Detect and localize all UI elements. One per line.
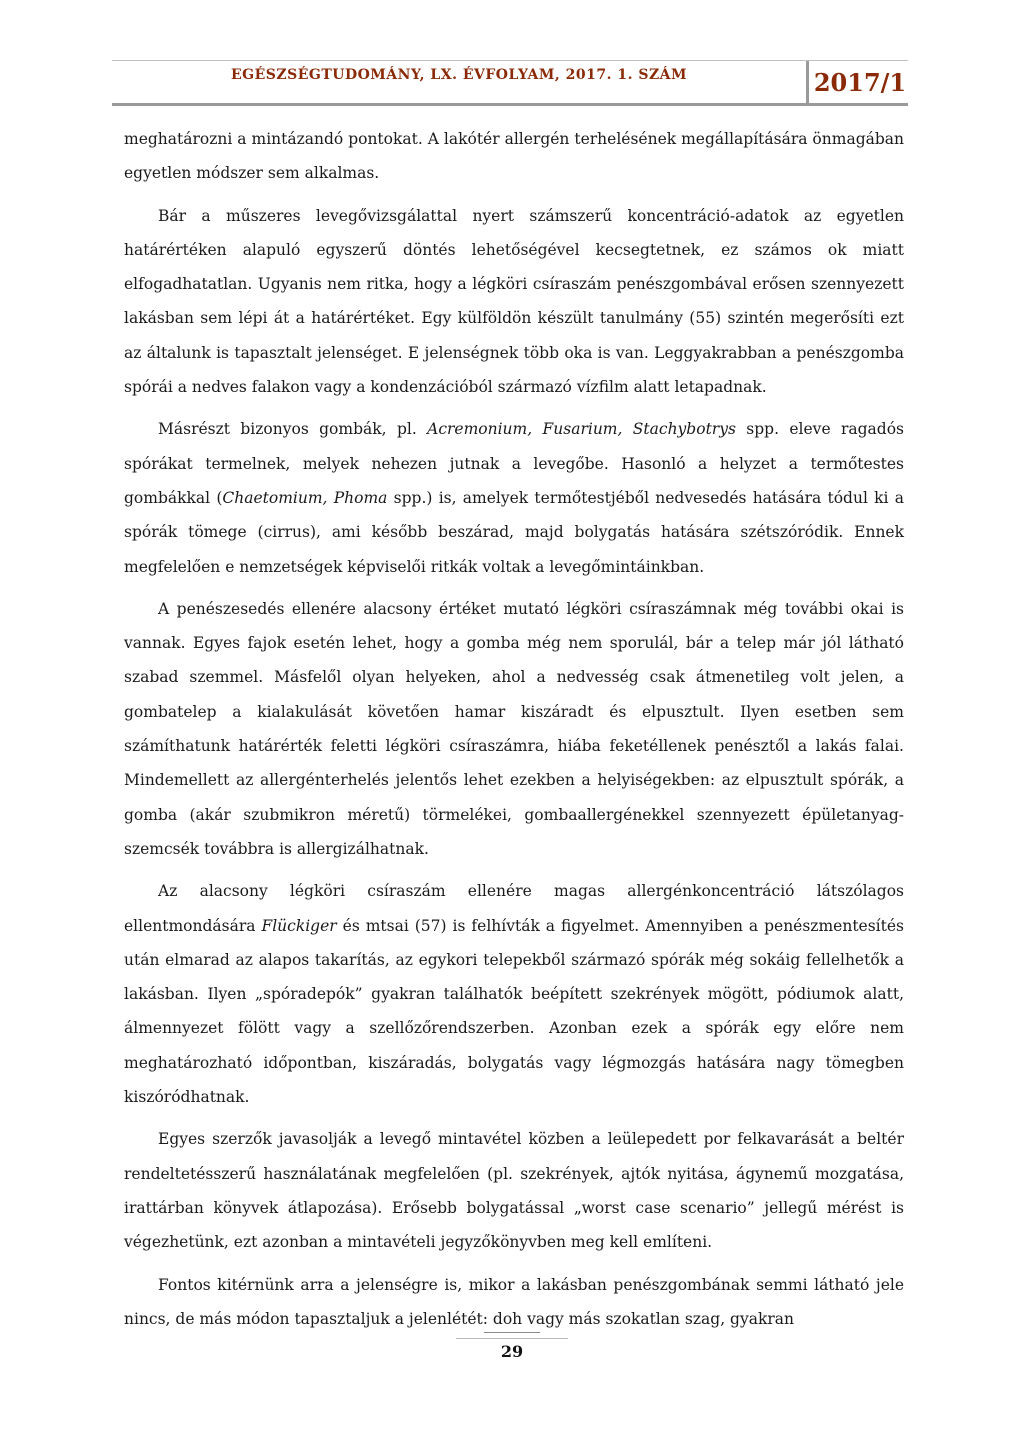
- running-header: [112, 60, 908, 106]
- paragraph-6: Egyes szerzők javasolják a levegő mintavétel közben a leülepedett por felkavarását a beltér rendeltetésszerű használatának megfelelően (pl. szekrények, ajtók nyitása, ágynemű mozgatása, irattárban könyvek átlapozása). Erősebb bolygatással „worst case scenario” jellegű mérést is végezhetünk, ezt azonban a mintavételi jegyzőkönyvben meg kell említeni.: [124, 1130, 904, 1252]
- paragraph-7: Fontos kitérnünk arra a jelenségre is, mikor a lakásban penészgombának semmi látható jele nincs, de más módon tapasztaljuk a jelenlétét: doh vagy más szokatlan szag, gyakran: [124, 1275, 904, 1328]
- genus-names-1: Acremonium, Fusarium, Stachybotrys: [427, 420, 736, 439]
- paragraph-3: [124, 412, 904, 583]
- article-body: [124, 122, 904, 1344]
- genus-names-2: Chaetomium, Phoma: [222, 488, 388, 507]
- paragraph-5-text-c: és mtsai (57) is felhívták a figyelmet. Amennyiben a penészmentesítés után elmarad az alapos takarítás, az egykori telepekből származó spórák még sokáig fellelhetők a lakásban. Ilyen „spóradepók” gyakran találhatók beépített szekrények mögött, pódiumok alatt, álmennyezet fölött vagy a szellőzőrendszerben. Azonban ezek a spórák egy előre nem meghatározható időpontban, kiszáradás, bolygatás vagy légmozgás hatására nagy tömegben kiszóródhatnak.: [124, 916, 904, 1107]
- paragraph-5: [124, 874, 904, 1114]
- paragraph-3-text-c: spp. eleve ragadós spórákat termelnek, melyek nehezen jutnak a levegőbe. Hasonló a helyzet a termőtestes gombákkal (: [124, 420, 905, 507]
- paragraph-3-text-e: spp.) is, amelyek termőtestjéből nedvesedés hatására tódul ki a spórák tömege (cirrus), ami később beszárad, majd bolygatás hatására szétszóródik. Ennek megfelelően e nemzetségek képviselői ritkák voltak a levegőmintáinkban.: [124, 488, 904, 576]
- footer-rule-long: [456, 1338, 568, 1339]
- paragraph-3-text-a: Másrészt bizonyos gombák, pl.: [158, 420, 428, 439]
- header-divider: [806, 61, 809, 103]
- issue-number: 2017/1: [813, 68, 907, 97]
- author-name: Flückiger: [261, 916, 337, 935]
- paragraph-5-text-a: Az alacsony légköri csíraszám ellenére magas allergénkoncentráció látszólagos ellentmondására: [124, 882, 904, 935]
- journal-title: EGÉSZSÉGTUDOMÁNY, LX. ÉVFOLYAM, 2017. 1. SZÁM: [230, 67, 688, 83]
- paragraph-2: Bár a műszeres levegővizsgálattal nyert számszerű koncentráció-adatok az egyetlen határértéken alapuló egyszerű döntés lehetőségével kecsegtetnek, ez számos ok miatt elfogadhatatlan. Ugyanis nem ritka, hogy a légköri csíraszám penészgombával erősen szennyezett lakásban sem lépi át a határértéket. Egy külföldön készült tanulmány (55) szintén megerősíti ezt az általunk is tapasztalt jelenséget. E jelenségnek több oka is van. Leggyakrabban a penészgomba spórái a nedves falakon vagy a kondenzációból származó vízfilm alatt letapadnak.: [124, 206, 904, 397]
- paragraph-4: A penészesedés ellenére alacsony értéket mutató légköri csíraszámnak még további okai is vannak. Egyes fajok esetén lehet, hogy a gomba még nem sporulál, bár a telep már jól látható szabad szemmel. Másfelől olyan helyeken, ahol a nedvesség csak átmenetileg volt jelen, a gombatelep a kialakulását követően hamar kiszáradt és elpusztult. Ilyen esetben sem számíthatunk határérték feletti légköri csíraszámra, hiába feketéllenek penésztől a lakás falai. Mindemellett az allergénterhelés jelentős lehet ezekben a helyiségekben: az elpusztult spórák, a gomba (akár szubmikron méretű) törmelékei, gombaallergénekkel szennyezett épületanyag-szemcsék továbbra is allergizálhatnak.: [124, 599, 904, 858]
- page-number: 29: [500, 1342, 524, 1361]
- footer-rule-short: [484, 1332, 540, 1333]
- paragraph-1: meghatározni a mintázandó pontokat. A lakótér allergén terhelésének megállapítására önmagában egyetlen módszer sem alkalmas.: [124, 130, 904, 183]
